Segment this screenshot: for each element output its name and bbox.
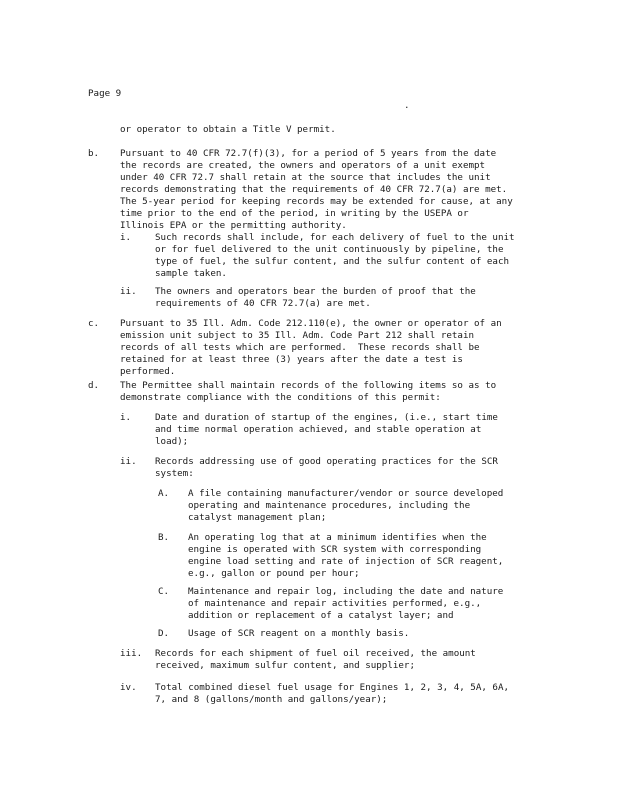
item-d-i-label: i. (120, 412, 132, 423)
text-line: Pursuant to 35 Ill. Adm. Code 212.110(e), the owner or operator of an (120, 318, 502, 329)
text-line: or for fuel delivered to the unit continuously by pipeline, the (155, 244, 504, 255)
item-b-paragraph (120, 148, 513, 232)
text-line: Pursuant to 40 CFR 72.7(f)(3), for a period of 5 years from the date (120, 148, 497, 159)
item-b-label: b. (88, 148, 100, 159)
text-line: operating and maintenance procedures, including the (188, 500, 471, 511)
item-d-i-paragraph (155, 412, 498, 448)
text-line: and time normal operation achieved, and stable operation at (155, 424, 482, 435)
text-line: received, maximum sulfur content, and supplier; (155, 660, 415, 671)
page-number: Page 9 (88, 88, 122, 99)
text-line: requirements of 40 CFR 72.7(a) are met. (155, 298, 371, 309)
item-d-ii-a-paragraph (188, 488, 503, 524)
text-line: emission unit subject to 35 Ill. Adm. Code Part 212 shall retain (120, 330, 475, 341)
item-d-iii-label: iii. (120, 648, 143, 659)
text-line: 7, and 8 (gallons/month and gallons/year); (155, 694, 388, 705)
text-line: The 5-year period for keeping records may be extended for cause, at any (120, 196, 513, 207)
text-line: Illinois EPA or the permitting authority. (120, 220, 347, 231)
text-line: Records for each shipment of fuel oil received, the amount (155, 648, 476, 659)
item-c-paragraph (120, 318, 502, 378)
text-line: under 40 CFR 72.7 shall retain at the source that includes the unit (120, 172, 491, 183)
item-b-ii-paragraph (155, 286, 476, 310)
item-d-ii-paragraph (155, 456, 498, 480)
text-line: catalyst management plan; (188, 512, 327, 523)
item-d-iii-paragraph (155, 648, 476, 672)
item-d-ii-c-label: C. (158, 586, 170, 597)
item-d-ii-c-paragraph (188, 586, 503, 622)
text-line: of maintenance and repair activities performed, e.g., (188, 598, 482, 609)
text-line: The owners and operators bear the burden of proof that the (155, 286, 476, 297)
text-line: Maintenance and repair log, including the date and nature (188, 586, 504, 597)
text-line: engine is operated with SCR system with corresponding (188, 544, 482, 555)
text-line: An operating log that at a minimum identifies when the (188, 532, 487, 543)
text-line: Such records shall include, for each delivery of fuel to the unit (155, 232, 515, 243)
text-line: engine load setting and rate of injection of SCR reagent, (188, 556, 504, 567)
item-c-label: c. (88, 318, 100, 329)
item-b-i-label: i. (120, 232, 132, 243)
text-line: retained for at least three (3) years after the date a test is (120, 354, 463, 365)
text-line: sample taken. (155, 268, 227, 279)
text-line: demonstrate compliance with the conditions of this permit: (120, 392, 441, 403)
item-d-paragraph (120, 380, 496, 404)
item-d-ii-d-paragraph (188, 628, 409, 640)
text-line: The Permittee shall maintain records of the following items so as to (120, 380, 497, 391)
item-b-ii-label: ii. (120, 286, 137, 297)
item-d-ii-b-paragraph (188, 532, 503, 580)
text-line: Usage of SCR reagent on a monthly basis. (188, 628, 410, 639)
item-d-ii-d-label: D. (158, 628, 170, 639)
text-line: records of all tests which are performed. These records shall be (120, 342, 480, 353)
item-d-iv-label: iv. (120, 682, 137, 693)
text-line: Date and duration of startup of the engines, (i.e., start time (155, 412, 498, 423)
text-line: records demonstrating that the requirements of 40 CFR 72.7(a) are met. (120, 184, 508, 195)
text-line: Total combined diesel fuel usage for Engines 1, 2, 3, 4, 5A, 6A, (155, 682, 510, 693)
text-line: e.g., gallon or pound per hour; (188, 568, 360, 579)
item-d-ii-b-label: B. (158, 532, 170, 543)
text-line: time prior to the end of the period, in writing by the USEPA or (120, 208, 469, 219)
text-line: addition or replacement of a catalyst layer; and (188, 610, 454, 621)
item-d-ii-label: ii. (120, 456, 137, 467)
text-line: Records addressing use of good operating practices for the SCR (155, 456, 498, 467)
text-line: performed. (120, 366, 176, 377)
text-line: or operator to obtain a Title V permit. (120, 124, 336, 135)
item-d-iv-paragraph (155, 682, 509, 706)
text-line: load); (155, 436, 189, 447)
intro-paragraph (120, 124, 336, 136)
item-d-label: d. (88, 380, 100, 391)
stray-mark: . (404, 100, 410, 111)
item-d-ii-a-label: A. (158, 488, 170, 499)
text-line: system: (155, 468, 194, 479)
text-line: A file containing manufacturer/vendor or source developed (188, 488, 504, 499)
item-b-i-paragraph (155, 232, 515, 280)
text-line: type of fuel, the sulfur content, and the sulfur content of each (155, 256, 510, 267)
text-line: the records are created, the owners and operators of a unit exempt (120, 160, 486, 171)
